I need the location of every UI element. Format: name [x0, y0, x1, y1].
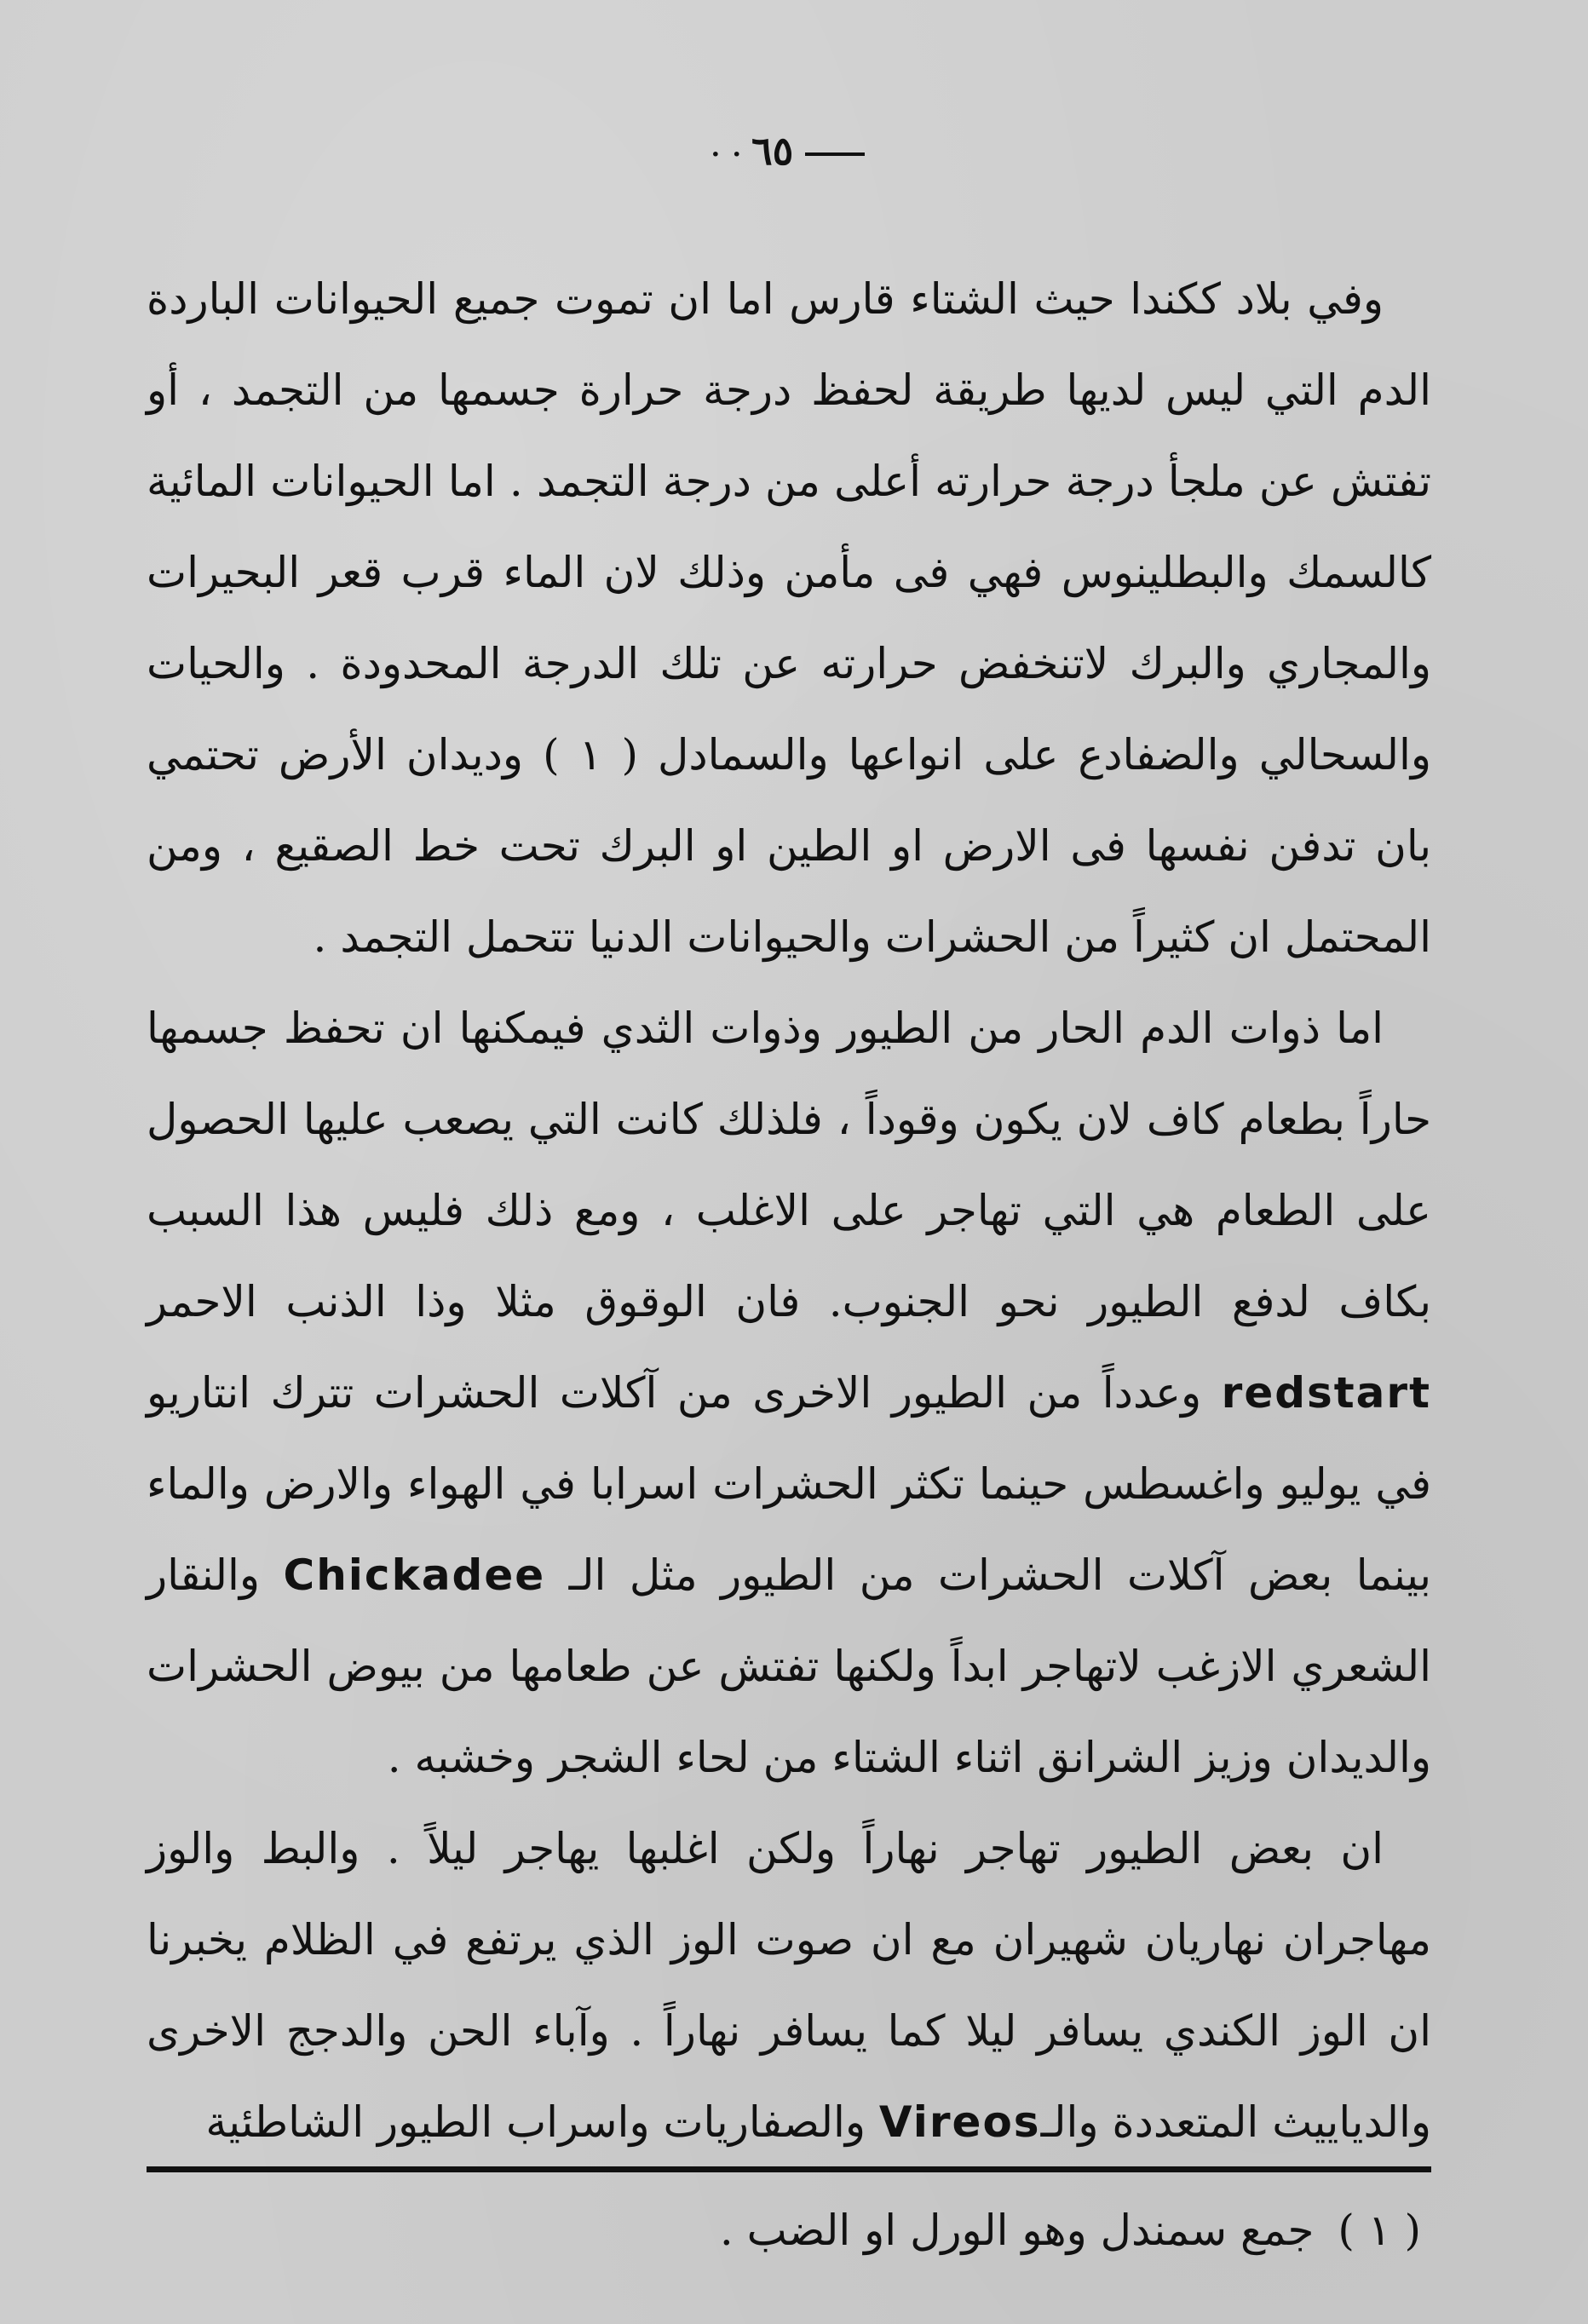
page-number-dash	[805, 152, 865, 156]
paragraph-3-before: ان بعض الطيور تهاجر نهاراً ولكن اغلبها يهاجر ليلاً . والبط والوز مهاجران نهاريان شهيران مع ان صوت الوز الذي يرتفع في الظلام يخبرنا ان الوز الكندي يسافر ليلا كما يسافر نهاراً . وآباء الحن والدجج الاخرى والدياييث المتعددة والـ	[147, 1824, 1431, 2147]
page-number	[0, 128, 1588, 174]
paragraph-1-text: وفي بلاد ككندا حيث الشتاء قارس اما ان تموت جميع الحيوانات الباردة الدم التي ليس لديها طريقة لحفظ درجة حرارة جسمها من التجمد ، أو تفتش عن ملجأ درجة حرارته أعلى من درجة التجمد . اما الحيوانات المائية كالسمك والبطلينوس فهي فى مأمن وذلك لان الماء قرب قعر البحيرات والمجاري والبرك لاتنخفض حرارته عن تلك الدرجة المحدودة . والحيات والسحالي والضفادع على انواعها والسمادل ( ١ ) وديدان الأرض تحتمي بان تدفن نفسها فى الارض او الطين او البرك تحت خط الصقيع ، ومن المحتمل ان كثيراً من الحشرات والحيوانات الدنيا تتحمل التجمد .	[147, 274, 1432, 962]
paragraph-2-latin-chickadee: Chickadee	[283, 1550, 546, 1600]
paragraph-2-before: اما ذوات الدم الحار من الطيور وذوات الثدي فيمكنها ان تحفظ جسمها حاراً بطعام كاف لان يكون وقوداً ، فلذلك كانت التي يصعب عليها الحصول على الطعام هي التي تهاجر على الاغلب ، ومع ذلك فليس هذا السبب بكاف لدفع الطيور نحو الجنوب. فان الوقوق مثلا وذا الذنب الاحمر	[147, 1004, 1431, 1326]
paragraph-3	[147, 1803, 1431, 2168]
footnote-text: جمع سمندل وهو الورل او الضب .	[719, 2206, 1315, 2255]
paragraph-2	[147, 983, 1431, 1803]
paragraph-2-middle: وعدداً من الطيور الاخرى من آكلات الحشرات تترك انتاريو في يوليو واغسطس حينما تكثر الحشرات اسرابا في الهواء والارض والماء بينما بعض آكلات الحشرات من الطيور مثل الـ	[147, 1368, 1431, 1600]
paragraph-3-latin-vireos: Vireos	[878, 2097, 1041, 2147]
paragraph-2-latin-redstart: redstart	[1221, 1368, 1431, 1418]
footnote-marker: ( ١ )	[1338, 2206, 1421, 2255]
page-number-value: ٦٥	[751, 128, 794, 174]
footnote	[147, 2196, 1431, 2264]
paragraph-2-after: والنقار الشعري الازغب لاتهاجر ابداً ولكنها تفتش عن طعامها من بيوض الحشرات والديدان وزيز الشرانق اثناء الشتاء من لحاء الشجر وخشبه .	[147, 1550, 1431, 1782]
paragraph-1	[147, 254, 1431, 983]
paragraph-3-after: والصفاريات واسراب الطيور الشاطئية	[205, 2097, 866, 2147]
page-number-dots: · ·	[711, 139, 743, 170]
body-text	[147, 254, 1431, 2168]
footnote-rule	[147, 2166, 1431, 2172]
